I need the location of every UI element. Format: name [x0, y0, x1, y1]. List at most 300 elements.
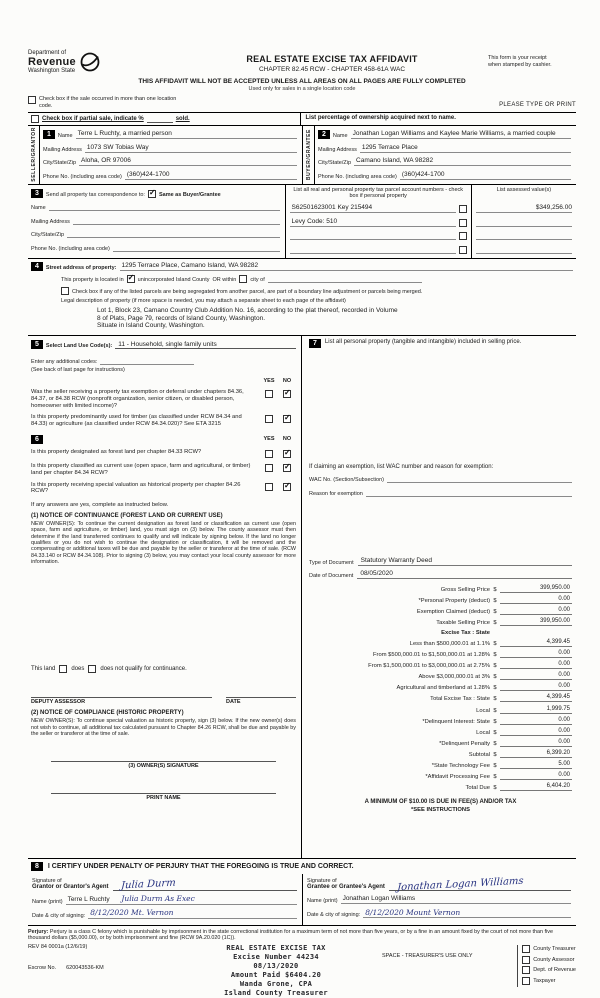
parcel-1-personal-checkbox[interactable]: [459, 205, 467, 213]
rev-form-number: REV 84 0001a (12/6/19): [28, 944, 88, 951]
s5-q1-yes-checkbox[interactable]: [265, 390, 273, 398]
seller-side-label: [28, 126, 40, 184]
deputy-assessor-label: DEPUTY ASSESSOR: [31, 699, 86, 706]
does-label: does: [71, 666, 85, 673]
personal-property-label: List all personal property (tangible and intangible) included in selling price.: [324, 338, 522, 345]
city-of-label: city of: [250, 277, 265, 283]
parcel-2-personal-checkbox[interactable]: [459, 219, 467, 227]
assessed-values-label: List assessed value(s): [496, 186, 552, 193]
tax-value[interactable]: 6,404.20: [500, 783, 572, 791]
deputy-date-line[interactable]: [226, 687, 296, 698]
tax-value[interactable]: 399,950.00: [500, 618, 572, 626]
parcel-numbers-block: [286, 185, 472, 258]
seller-section: [28, 126, 302, 184]
tax-row-tier-1: [309, 639, 572, 647]
section-6-header: [31, 435, 296, 444]
parcel-4-personal-checkbox[interactable]: [459, 246, 467, 254]
tax-row-total-state: [309, 694, 572, 702]
sec6-q2-text: Is this property classified as current use (open space, farm and agricultural, or timber) land per chapter 84.34 RCW?: [31, 462, 251, 476]
dollar-sign: $: [493, 663, 497, 670]
same-as-buyer-label: Same as Buyer/Grantee: [158, 191, 221, 198]
stamp-treasurer-name: Wanda Grone, CPA: [239, 980, 313, 989]
grantor-signature-label-1: Signature of: [32, 877, 62, 884]
grantee-date-handwriting: 8/12/2020 Mount Vernon: [365, 907, 461, 917]
s6-q2-no-checkbox[interactable]: [283, 464, 291, 472]
dollar-sign: $: [493, 652, 497, 659]
header: [28, 50, 576, 74]
certify-statement: I CERTIFY UNDER PENALTY OF PERJURY THAT THE FOREGOING IS TRUE AND CORRECT.: [47, 862, 354, 870]
tax-label: Taxable Selling Price: [436, 619, 490, 626]
buyer-phone-label: Phone No. (including area code): [318, 173, 397, 180]
middle-columns: [28, 336, 576, 859]
owners-signature-block: [51, 751, 276, 769]
tax-row-delinquent-interest-state: [309, 717, 572, 725]
date-of-document-field[interactable]: 08/05/2020: [357, 570, 572, 579]
continuance-blank-space: [31, 565, 296, 661]
grantee-print-name-label: Name (print): [307, 898, 338, 904]
grantor-signature-field[interactable]: [113, 875, 297, 891]
buyer-fields: [315, 126, 576, 184]
notice-2-body: NEW OWNER(S): To continue special valuation as historic property, sign (3) below. If the new owner(s) does not wish to continue, all additional tax calculated pursuant to Chapter 84.26 RCW, shall be due and payable by the seller or transferor at the time of sale.: [31, 718, 296, 737]
assessed-value-4[interactable]: [476, 245, 572, 254]
tax-label: *Delinquent Interest: State: [422, 718, 490, 725]
land-use-code-field[interactable]: 11 - Household, single family units: [115, 341, 296, 349]
tax-row-tier-3: [309, 661, 572, 669]
unincorporated-checkbox[interactable]: [127, 275, 135, 283]
section-3: [28, 185, 576, 259]
dor-logo-text: [28, 50, 76, 74]
copy-dept-of-revenue: [522, 966, 576, 974]
partial-sale-percent-field[interactable]: [147, 115, 173, 123]
multi-location-row: [28, 96, 576, 109]
receipt-note-line2: when stamped by cashier.: [488, 61, 552, 68]
warning-line: THIS AFFIDAVIT WILL NOT BE ACCEPTED UNLESS ALL AREAS ON ALL PAGES ARE FULLY COMPLETED: [138, 78, 466, 85]
tax-value[interactable]: 6,399.20: [500, 750, 572, 758]
parcel-field-4[interactable]: [290, 245, 456, 254]
section-3-number: 3: [31, 189, 43, 198]
wac-label: WAC No. (Section/Subsection): [309, 477, 384, 483]
tax-label: Exemption Claimed (deduct): [416, 608, 490, 615]
dollar-sign: $: [493, 685, 497, 692]
tax-label: Less than $500,000.01 at 1.1%: [409, 640, 490, 647]
copy-taxpayer: [522, 977, 576, 985]
tax-value[interactable]: 0.00: [500, 661, 572, 669]
date-of-document-row: [309, 570, 572, 579]
grantee-date-label: Date & city of signing:: [307, 912, 361, 918]
form-title: REAL ESTATE EXCISE TAX AFFIDAVIT: [246, 54, 418, 64]
this-land-label: This land: [31, 666, 56, 673]
dollar-sign: $: [493, 597, 497, 604]
grantor-print-name-label: Name (print): [32, 898, 63, 905]
corr-phone-field[interactable]: [113, 243, 280, 252]
grantee-signature-labels: [307, 878, 385, 891]
tax-label: Above $3,000,000.01 at 3%: [418, 674, 490, 681]
sec6-q1-text: Is this property designated as forest land per chapter 84.33 RCW?: [31, 448, 202, 455]
escrow-label: Escrow No.: [28, 964, 57, 971]
grantee-signature-field[interactable]: [389, 875, 571, 891]
tax-value[interactable]: 0.00: [500, 739, 572, 747]
sec6-q3-text: Is this property receiving special valuation as historical property per chapter 84.26 RCW?: [31, 481, 241, 495]
partial-sale-row: [28, 112, 576, 125]
dollar-sign: $: [493, 619, 497, 626]
same-as-buyer-checkbox[interactable]: [148, 190, 156, 198]
logo-state-line: Washington State: [28, 68, 76, 74]
type-of-document-row: [309, 557, 572, 566]
seller-csz-label: City/State/Zip: [43, 160, 77, 166]
sec6-question-3: [31, 482, 296, 496]
assessed-values-block: [472, 185, 576, 258]
logo-dept-line: Department of: [28, 50, 67, 56]
buyer-name-field[interactable]: Jonathan Logan Williams and Kaylee Marie Williams, a married couple: [351, 130, 571, 139]
grantee-signature-label-1: Signature of: [307, 877, 337, 884]
dollar-sign: $: [493, 763, 497, 769]
s5-q2-no-checkbox[interactable]: [283, 415, 291, 423]
grantee-print-name-value: Jonathan Logan Williams: [342, 895, 416, 902]
dollar-sign: $: [493, 785, 497, 792]
tax-value[interactable]: 0.00: [500, 683, 572, 691]
tax-row-local: [309, 706, 572, 714]
tax-row-tier-2: [309, 650, 572, 658]
deputy-assessor-block: [31, 687, 212, 705]
tax-value[interactable]: 0.00: [500, 728, 572, 736]
multi-location-label: Check box if the sale occurred in more than one location code.: [39, 96, 177, 109]
s5-q2-yes-checkbox[interactable]: [265, 415, 273, 423]
owners-signature-line[interactable]: [51, 751, 276, 762]
assessed-value-1[interactable]: $349,256.00: [476, 204, 572, 213]
tax-label: From $1,500,000.01 to $3,000,000.01 at 2.75%: [368, 663, 490, 670]
seller-csz-field[interactable]: Aloha, OR 97006: [79, 157, 297, 166]
seller-name-label: Name: [57, 133, 73, 139]
left-column: [28, 336, 302, 858]
dollar-sign: $: [493, 729, 497, 736]
seller-side-text: SELLER/GRANTOR: [30, 127, 37, 183]
parcel-field-3[interactable]: [290, 231, 456, 240]
perjury-note: [28, 929, 576, 942]
tax-label: *State Technology Fee: [431, 763, 490, 769]
perjury-label: Perjury:: [28, 928, 49, 935]
deputy-date-block: [226, 687, 296, 705]
or-within-label: OR within: [212, 277, 237, 283]
grantor-print-name-field[interactable]: [66, 895, 297, 905]
s6-q1-yes-checkbox[interactable]: [265, 450, 273, 458]
tax-row-exemption: [309, 607, 572, 615]
parcel-3-personal-checkbox[interactable]: [459, 232, 467, 240]
corr-name-field[interactable]: [49, 202, 280, 211]
section-7-header: [309, 339, 572, 348]
tax-row-personal-property: [309, 596, 572, 604]
legal-line-3: Situate in Island County, Washington.: [97, 322, 205, 329]
county-assessor-checkbox[interactable]: [522, 956, 530, 964]
stamp-amount-paid: Amount Paid $6404.20: [230, 971, 322, 980]
grantor-date-label: Date & city of signing:: [32, 912, 86, 919]
personal-property-blank-space: [309, 348, 572, 460]
s6-q3-no-checkbox[interactable]: [283, 483, 291, 491]
tax-label: *Delinquent Penalty: [439, 740, 490, 747]
sec6-no-header: NO: [282, 436, 292, 443]
dollar-sign: $: [493, 774, 497, 781]
county-assessor-label: County Assessor: [533, 956, 575, 963]
land-does-checkbox[interactable]: [59, 665, 67, 673]
partial-sale-checkbox[interactable]: [31, 115, 39, 123]
tax-value[interactable]: 4,399.45: [500, 639, 572, 647]
type-of-document-label: Type of Document: [309, 559, 354, 566]
dollar-sign: $: [493, 740, 497, 747]
tax-value[interactable]: 399,950.00: [500, 585, 572, 593]
tax-value[interactable]: 0.00: [500, 607, 572, 615]
legal-description-label: Legal description of property (if more space is needed, you may attach a separate sheet to each page of the affidavit): [61, 298, 346, 304]
tax-row-taxable: [309, 618, 572, 626]
print-name-block: [51, 783, 276, 801]
treasurer-space-label: SPACE - TREASURER'S USE ONLY: [382, 953, 473, 960]
grantor-signature-block: [28, 874, 302, 925]
legal-line-1: Lot 1, Block 23, Camano Country Club Addition No. 16, according to the plat thereof, recorded in Volume: [97, 307, 398, 314]
dollar-sign: $: [493, 640, 497, 647]
footer-left: [28, 944, 176, 998]
street-address-field[interactable]: 1295 Terrace Place, Camano Island, WA 98282: [120, 262, 573, 271]
buyer-name-label: Name: [332, 133, 348, 139]
escrow-number: 620043536-KM: [66, 964, 104, 971]
grantee-date-field[interactable]: [363, 909, 571, 919]
tax-row-delinquent-penalty: [309, 739, 572, 747]
corr-phone-label: Phone No. (including area code): [31, 245, 110, 252]
buyer-side-label: [303, 126, 315, 184]
grantor-date-handwriting: 8/12/2020 Mt. Vernon: [90, 908, 174, 917]
tax-row-tier-4: [309, 672, 572, 680]
title-block: [176, 50, 488, 73]
footer-right: [376, 944, 576, 998]
tax-label: From $500,000.01 to $1,500,000.01 at 1.28%: [373, 652, 490, 659]
multi-location-checkbox[interactable]: [28, 96, 36, 104]
dor-circle-icon: [79, 51, 101, 73]
s6-q1-no-checkbox[interactable]: [283, 450, 291, 458]
notice-1-title: (1) NOTICE OF CONTINUANCE (FOREST LAND OR CURRENT USE): [31, 513, 223, 520]
partial-sale-option: [28, 113, 301, 125]
tax-row-gross: [309, 585, 572, 593]
deputy-assessor-row: [31, 687, 296, 705]
grantee-signature-handwriting: Jonathan Logan Williams: [396, 875, 524, 893]
grantor-print-name-value: Terre L Ruchty: [67, 896, 110, 903]
does-not-label: does not qualify for continuance.: [100, 666, 187, 673]
parties-section: [28, 125, 576, 185]
section-6-number: 6: [31, 435, 43, 444]
tax-row-processing-fee: [309, 772, 572, 780]
deputy-date-label: DATE: [226, 699, 241, 706]
single-location-note: Used only for sales in a single location code: [248, 86, 356, 92]
grantee-print-name-field[interactable]: [341, 895, 571, 904]
deputy-assessor-signature-line[interactable]: [31, 687, 212, 698]
tax-label: Gross Selling Price: [440, 586, 490, 593]
grantor-signature-label-2: Grantor or Grantor's Agent: [32, 883, 109, 890]
section-8: [28, 859, 576, 926]
signature-columns: [28, 874, 576, 925]
tax-row-agricultural: [309, 683, 572, 691]
receipt-note: [488, 50, 576, 68]
reason-label: Reason for exemption: [309, 490, 363, 497]
tax-value[interactable]: 4,399.45: [500, 694, 572, 702]
s6-q3-yes-checkbox[interactable]: [265, 483, 273, 491]
sec5-q2-text: Is this property predominantly used for timber (as classified under RCW 84.34 and 84.33) or agriculture (as classified under RCW 84.34.020)? See ETA 3215: [31, 414, 242, 428]
tax-value[interactable]: 0.00: [500, 717, 572, 725]
send-correspondence-label: Send all property tax correspondence to:: [45, 191, 145, 198]
tax-row-subtotal: [309, 750, 572, 758]
legal-line-2: 8 of Plats, Page 79, records of Island County, Washington.: [97, 314, 266, 322]
grantor-date-field[interactable]: [88, 909, 297, 919]
certify-row: [28, 859, 576, 874]
dollar-sign: $: [493, 751, 497, 758]
partial-sale-sold-label: sold.: [175, 116, 190, 122]
city-checkbox[interactable]: [239, 275, 247, 283]
grantee-signature-block: [302, 874, 576, 925]
s6-q2-yes-checkbox[interactable]: [265, 464, 273, 472]
copy-county-assessor: [522, 956, 576, 964]
land-does-not-checkbox[interactable]: [88, 665, 96, 673]
exemption-label: If claiming an exemption, list WAC number and reason for exemption:: [309, 463, 494, 470]
grantor-signature-labels: [32, 878, 109, 891]
section-4-number: 4: [31, 262, 43, 271]
tax-value[interactable]: 0.00: [500, 596, 572, 604]
dept-of-revenue-checkbox[interactable]: [522, 966, 530, 974]
additional-codes-label: Enter any additional codes:: [31, 358, 98, 365]
assessed-value-3[interactable]: [476, 231, 572, 240]
taxpayer-checkbox[interactable]: [522, 977, 530, 985]
sec6-question-2: [31, 463, 296, 477]
receipt-note-line1: This form is your receipt: [488, 55, 547, 61]
segregated-label: Check box if any of the listed parcels are being segregated from another parcel, are part of a boundary line adjustment or parcels being merged.: [72, 288, 423, 295]
copies-checklist: [517, 945, 576, 987]
tax-label: *Personal Property (deduct): [418, 597, 490, 604]
tax-value: [500, 629, 572, 636]
segregated-checkbox[interactable]: [61, 287, 69, 295]
parcel-field-1[interactable]: S62501623001 Key 215494: [290, 204, 456, 213]
sec5-yes-no-header: [31, 378, 296, 384]
section-4: [28, 259, 576, 336]
please-type-or-print: PLEASE TYPE OR PRINT: [499, 102, 576, 108]
seller-name-field[interactable]: Terre L Ruchty, a married person: [76, 130, 297, 139]
notice-2-title: (2) NOTICE OF COMPLIANCE (HISTORIC PROPERTY): [31, 710, 184, 717]
additional-codes-field[interactable]: [100, 356, 194, 365]
sec6-question-1: [31, 449, 296, 458]
form-chapter: CHAPTER 82.45 RCW - CHAPTER 458-61A WAC: [258, 66, 406, 73]
minimum-due-note: A MINIMUM OF $10.00 IS DUE IN FEE(S) AND/OR TAX: [364, 799, 517, 806]
county-treasurer-checkbox[interactable]: [522, 945, 530, 953]
tax-row-excise-header: [309, 629, 572, 636]
seller-phone-label: Phone No. (including area code): [43, 173, 122, 180]
grantee-signature-label-2: Grantee or Grantee's Agent: [307, 883, 385, 890]
tax-label: Excise Tax : State: [441, 629, 490, 636]
date-of-document-label: Date of Document: [309, 572, 354, 579]
stamp-treasurer-title: Island County Treasurer: [224, 989, 328, 998]
tax-label: Subtotal: [468, 751, 490, 758]
footer: [28, 944, 576, 998]
city-of-field[interactable]: [268, 274, 422, 283]
logo-revenue-line: Revenue: [28, 56, 76, 68]
tax-value[interactable]: 1,999.75: [500, 706, 572, 714]
tax-row-technology-fee: [309, 761, 572, 769]
type-of-document-field[interactable]: Statutory Warranty Deed: [358, 557, 572, 566]
section-1-number: 1: [43, 130, 55, 139]
parcel-field-2[interactable]: Levy Code: 510: [290, 218, 456, 227]
assessed-value-2[interactable]: [476, 218, 572, 227]
sec5-q1-text: Was the seller receiving a property tax exemption or deferral under chapters 84.36, 84.37, or 84.38 RCW (nonprofit organization, senior citizen, or disabled person, homeowner with limited income)?: [31, 389, 244, 409]
dept-of-revenue-label: Dept. of Revenue: [533, 967, 576, 974]
dollar-sign: $: [493, 608, 497, 615]
stamp-date: 08/13/2020: [253, 962, 299, 971]
see-back-note: (See back of last page for instructions): [31, 366, 125, 373]
sec5-question-2: [31, 414, 296, 428]
corr-address-field[interactable]: [73, 216, 280, 225]
print-name-line[interactable]: [51, 783, 276, 794]
seller-phone-field[interactable]: (360)424-1700: [125, 171, 297, 180]
tax-value[interactable]: 0.00: [500, 650, 572, 658]
buyer-section: [302, 126, 576, 184]
section-8-number: 8: [31, 862, 43, 871]
tax-value[interactable]: 0.00: [500, 772, 572, 780]
buyer-csz-label: City/State/Zip: [318, 160, 352, 166]
tax-row-delinquent-interest-local: [309, 728, 572, 736]
escrow-row: [28, 965, 176, 972]
tax-value[interactable]: 0.00: [500, 672, 572, 680]
sec5-yes-header: YES: [263, 378, 275, 384]
dollar-sign: $: [493, 707, 497, 714]
sec5-no-header: NO: [282, 378, 292, 384]
tax-label: Local: [476, 729, 490, 736]
street-address-label: Street address of property:: [45, 264, 117, 271]
taxpayer-label: Taxpayer: [533, 977, 556, 984]
corr-csz-field[interactable]: [67, 229, 280, 238]
grantor-name-handwriting: Julia Durm As Exec: [121, 894, 195, 903]
treasurer-stamp: [176, 944, 376, 998]
wac-field[interactable]: [387, 474, 572, 483]
dor-logo: [28, 50, 176, 74]
tax-value[interactable]: 5.00: [500, 761, 572, 769]
right-column: [302, 336, 576, 858]
notice-1-body: NEW OWNER(S): To continue the current designation as forest land or classification as current use (open space, farm and agriculture, or timber) land, you must sign on (3) below. The county assessor must then determine if the land transferred continues to qualify and will indicate by signing below. If the land no longer qualifies or you do not wish to continue the designation or classification, it will be removed and the compensating or additional taxes will be due and payable by the seller or transferor at the time of sale. (RCW 84.33.140 or RCW 84.34.108). Prior to signing (3) below, you may contact your local county assessor for more information.: [31, 521, 296, 565]
section-2-number: 2: [318, 130, 330, 139]
corr-address-label: Mailing Address: [31, 218, 70, 225]
copy-county-treasurer: [522, 945, 576, 953]
tax-label: Local: [476, 707, 490, 714]
s5-q1-no-checkbox[interactable]: [283, 390, 291, 398]
seller-fields: [40, 126, 302, 184]
reason-field[interactable]: [366, 488, 572, 497]
tax-row-total-due: [309, 783, 572, 791]
if-yes-note: If any answers are yes, complete as instructed below.: [31, 502, 169, 509]
seller-address-field[interactable]: 1073 SW Tobias Way: [85, 144, 297, 153]
tax-label: Agricultural and timberland at 1.28%: [396, 685, 490, 692]
sec5-question-1: [31, 389, 296, 409]
tax-label: *Affidavit Processing Fee: [425, 774, 490, 781]
county-treasurer-label: County Treasurer: [533, 946, 576, 953]
ownership-note: List percentage of ownership acquired next to name.: [305, 115, 456, 121]
tax-correspondence-block: [28, 185, 286, 258]
corr-csz-label: City/State/Zip: [31, 232, 65, 238]
partial-sale-label: Check box if partial sale, indicate %: [42, 116, 144, 122]
see-instructions-note: *SEE INSTRUCTIONS: [411, 807, 470, 814]
buyer-phone-field[interactable]: (360)424-1700: [400, 171, 571, 180]
section-7-number: 7: [309, 339, 321, 348]
buyer-csz-field[interactable]: Camano Island, WA 98282: [354, 157, 571, 166]
buyer-address-field[interactable]: 1295 Terrace Place: [360, 144, 571, 153]
sec6-yes-header: YES: [263, 436, 275, 443]
unincorporated-label: unincorporated Island County: [137, 277, 210, 283]
land-use-label: Select Land Use Code(s):: [45, 342, 113, 349]
owners-signature-label: (3) OWNER(S) SIGNATURE: [128, 763, 199, 770]
dollar-sign: $: [493, 696, 497, 703]
exemption-blank-space: [309, 497, 572, 553]
grantor-signature-handwriting: Julia Durm: [120, 877, 176, 891]
dollar-sign: $: [493, 586, 497, 593]
buyer-side-text: BUYER/GRANTEE: [305, 129, 312, 181]
